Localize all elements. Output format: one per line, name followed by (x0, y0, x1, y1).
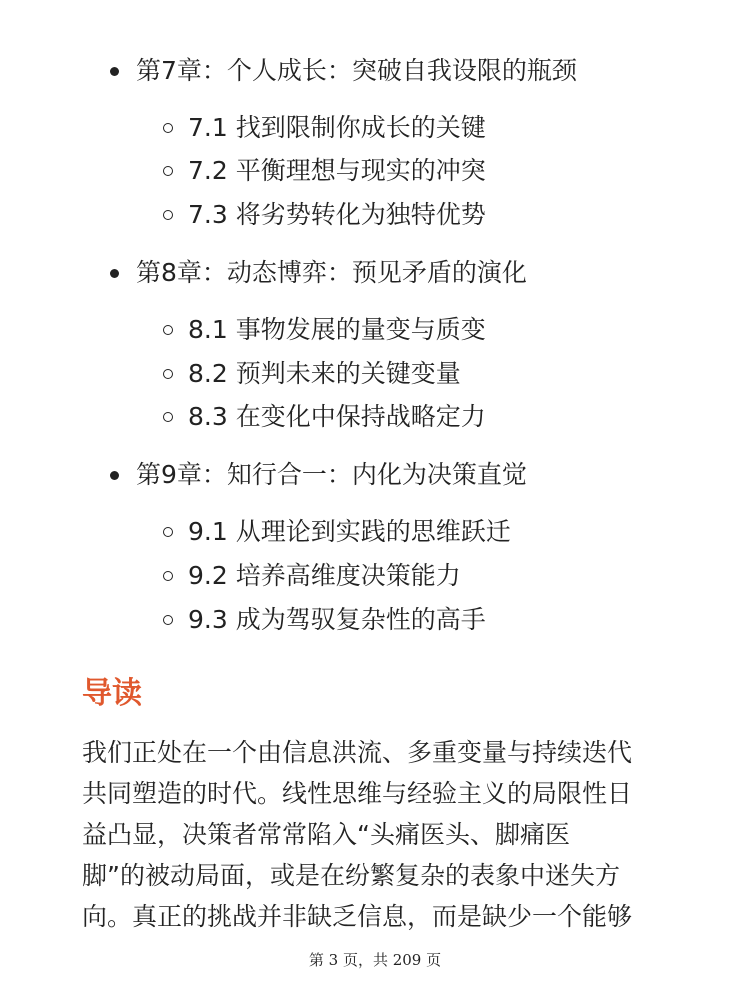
bullet-circle-icon (163, 369, 173, 379)
toc-section-7-2 (188, 156, 486, 186)
toc-section-9-2 (188, 561, 461, 591)
bullet-circle-icon (163, 210, 173, 220)
chapter-title: 第8章：动态博弈：预见矛盾的演化 (136, 258, 527, 287)
bullet-circle-icon (163, 615, 173, 625)
toc-chapter-7 (136, 56, 577, 86)
toc-section-9-3 (188, 605, 486, 635)
intro-paragraph-line: 共同塑造的时代。线性思维与经验主义的局限性日 (82, 779, 633, 808)
bullet-circle-icon (163, 412, 173, 422)
section-title: 8.1 事物发展的量变与质变 (188, 315, 486, 344)
section-title: 9.1 从理论到实践的思维跃迁 (188, 517, 511, 546)
bullet-circle-icon (163, 571, 173, 581)
chapter-title: 第9章：知行合一：内化为决策直觉 (136, 460, 527, 489)
bullet-circle-icon (163, 325, 173, 335)
toc-section-7-3 (188, 200, 486, 230)
section-title: 7.2 平衡理想与现实的冲突 (188, 156, 486, 185)
bullet-dot-icon (110, 471, 119, 480)
intro-paragraph-line: 脚”的被动局面，或是在纷繁复杂的表象中迷失方 (82, 861, 620, 890)
intro-paragraph-line: 向。真正的挑战并非缺乏信息，而是缺少一个能够 (82, 902, 633, 931)
section-title: 8.2 预判未来的关键变量 (188, 359, 461, 388)
bullet-circle-icon (163, 123, 173, 133)
section-title: 8.3 在变化中保持战略定力 (188, 402, 486, 431)
toc-chapter-8 (136, 258, 527, 288)
chapter-title: 第7章：个人成长：突破自我设限的瓶颈 (136, 56, 577, 85)
bullet-dot-icon (110, 67, 119, 76)
toc-section-7-1 (188, 113, 486, 143)
bullet-circle-icon (163, 527, 173, 537)
bullet-dot-icon (110, 269, 119, 278)
toc-section-8-1 (188, 315, 486, 345)
toc-section-8-2 (188, 359, 461, 389)
toc-section-9-1 (188, 517, 511, 547)
toc-section-8-3 (188, 402, 486, 432)
section-title: 7.3 将劣势转化为独特优势 (188, 200, 486, 229)
page-number-footer: 第 3 页，共 209 页 (308, 951, 442, 969)
intro-paragraph-line: 益凸显，决策者常常陷入“头痛医头、脚痛医 (82, 820, 570, 849)
toc-chapter-9 (136, 460, 527, 490)
section-title: 9.2 培养高维度决策能力 (188, 561, 461, 590)
bullet-circle-icon (163, 166, 173, 176)
section-title: 7.1 找到限制你成长的关键 (188, 113, 486, 142)
intro-heading: 导读 (82, 676, 142, 711)
section-title: 9.3 成为驾驭复杂性的高手 (188, 605, 486, 634)
intro-paragraph-line: 我们正处在一个由信息洪流、多重变量与持续迭代 (82, 738, 633, 767)
